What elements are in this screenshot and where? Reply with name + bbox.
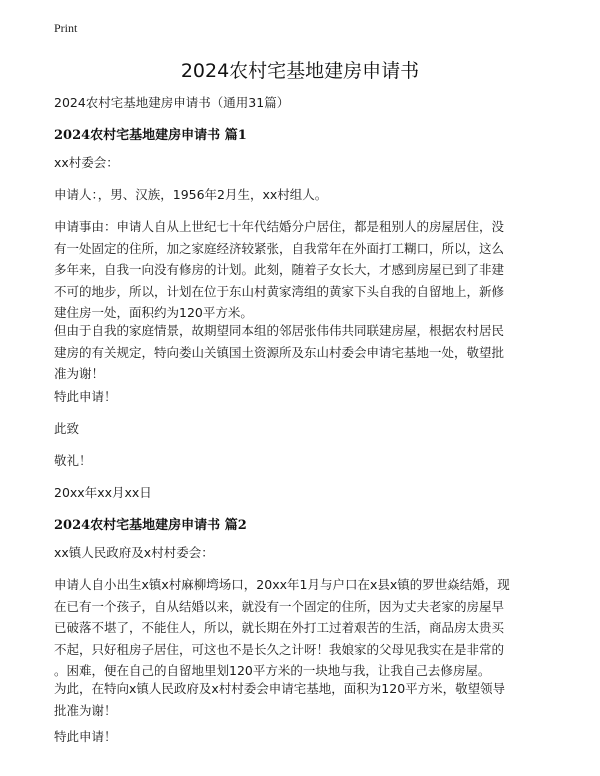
text-line: 准为谢！ [54,366,105,381]
reason-paragraph [54,216,554,324]
document-title: 2024农村宅基地建房申请书 [180,60,420,82]
text-line: 在已有一个孩子，自从结婚以来，就没有一个固定的住所，因为丈夫老家的房屋早 [54,598,505,614]
section-heading-2: 2024农村宅基地建房申请书 篇2 [54,518,247,533]
text-line: 建房的有关规定，特向娄山关镇国土资源所及东山村委会申请宅基地一处，敬望批 [54,344,505,360]
text-line: 批准为谢！ [54,702,117,718]
closing-request-2: 特此申请！ [54,729,117,744]
request-paragraph-2 [54,678,554,721]
text-line: 有一处固定的住所，加之家庭经济较紧张，自我常年在外面打工糊口，所以，这么 [54,240,505,256]
text-line: 不可的地步，所以，计划在位于东山村黄家湾组的黄家下头自我的自留地上，新修 [54,283,505,299]
request-paragraph-1 [54,320,554,385]
text-line: 已破落不堪了，不能住人，所以，就长期在外打工过着艰苦的生活，商品房太贵买 [54,620,505,635]
closing-request-1: 特此申请！ [54,389,117,404]
print-link[interactable]: Print [54,21,78,35]
section-heading-1: 2024农村宅基地建房申请书 篇1 [54,128,247,143]
salutation-2: xx镇人民政府及x村村委会： [54,545,214,560]
applicant-info: 申请人：，男、汉族，1956年2月生，xx村组人。 [54,187,328,202]
text-line: 申请事由：申请人自从上世纪七十年代结婚分户居住，都是租别人的房屋居住，没 [54,219,505,234]
closing-cizhi: 此致 [54,421,80,436]
body-paragraph-2 [54,574,554,682]
text-line: 申请人自小出生x镇x村麻柳塆场口，20xx年1月与户口在x县x镇的罗世焱结婚，现 [54,577,510,592]
document-subtitle: 2024农村宅基地建房申请书（通用31篇） [54,95,290,110]
text-line: 多年来，自我一向没有修房的计划。此刻，随着子女长大，才感到房屋已到了非建 [54,262,505,277]
text-line: 但由于自我的家庭情景，故期望同本组的邻居张伟伟共同联建房屋，根据农村居民 [54,323,505,338]
text-line: 。困难，便在自己的自留地里划120平方米的一块地与我，让我自己去修房屋。 [54,663,491,678]
text-line: 不起，只好租房子居住，可这也不是长久之计呀！我娘家的父母见我实在是非常的 [54,641,505,657]
text-line: 建住房一处，面积约为120平方米。 [54,305,253,320]
closing-jingli: 敬礼！ [54,453,92,468]
text-line: 为此，在特向x镇人民政府及x村村委会申请宅基地，面积为120平方米，敬望领导 [54,681,506,696]
salutation-1: xx村委会： [54,155,119,170]
date-1: 20xx年xx月xx日 [54,485,152,500]
